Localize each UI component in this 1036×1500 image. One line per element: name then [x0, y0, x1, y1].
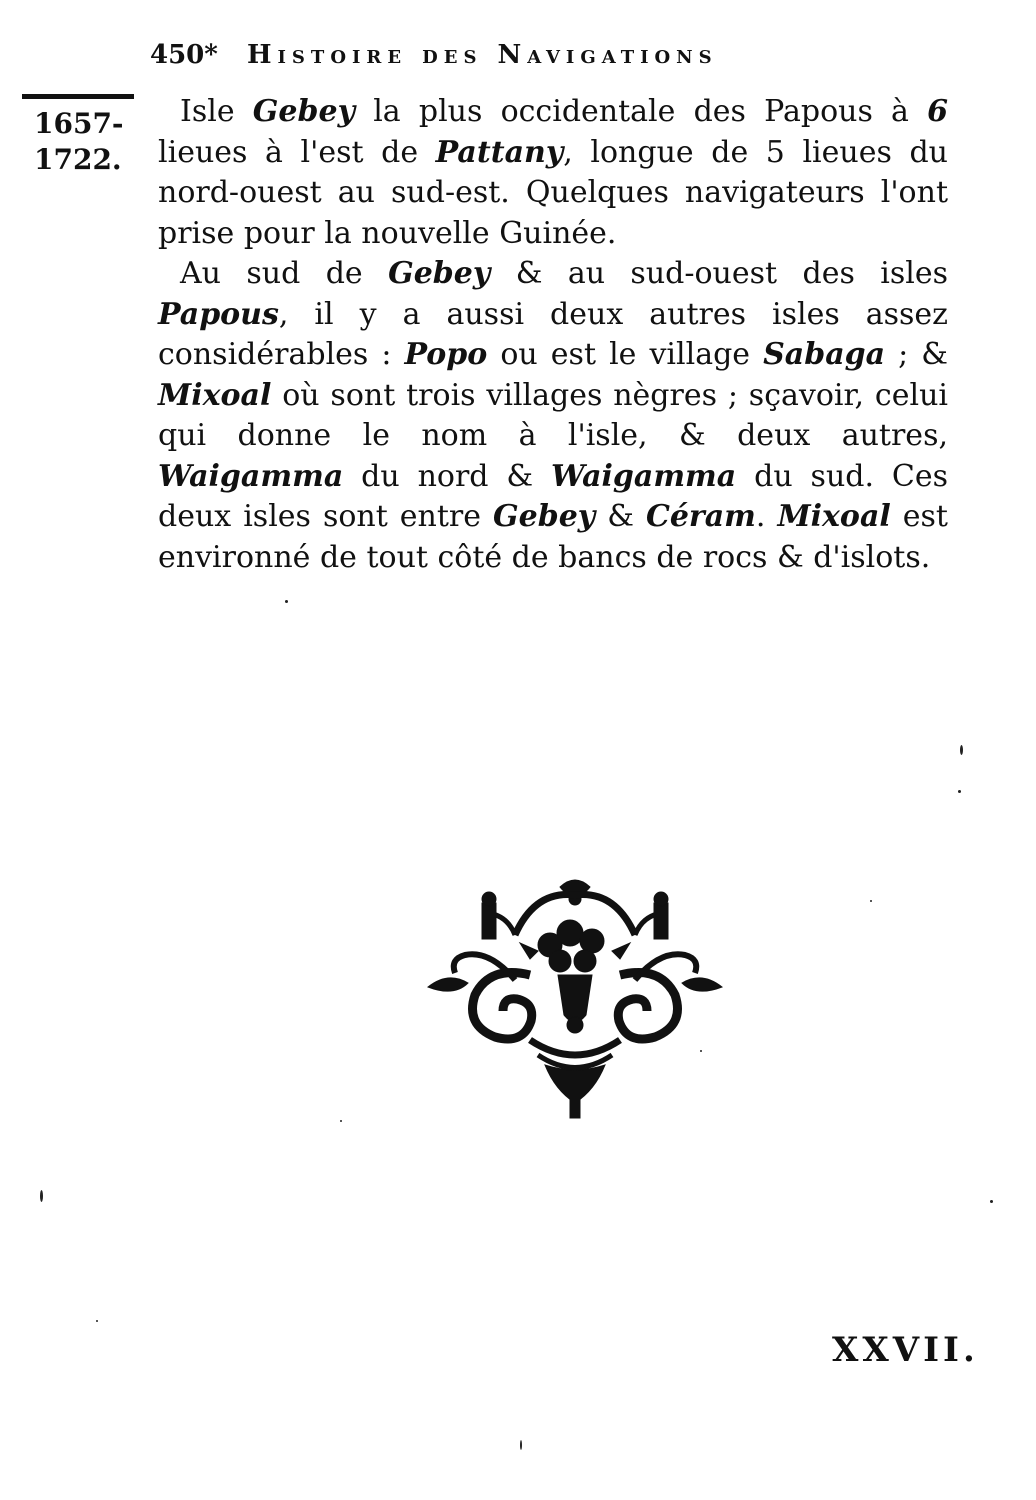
paper-speck	[40, 1190, 43, 1202]
paragraph-1	[158, 92, 948, 254]
paper-speck	[285, 600, 288, 603]
text-run: &	[595, 499, 646, 534]
text-run: lieues à l'est de	[158, 134, 436, 170]
italic-name: Gebey	[493, 499, 596, 534]
paper-speck	[870, 900, 872, 902]
paper-speck	[340, 1120, 342, 1122]
page-number: 450*	[150, 40, 218, 70]
paper-speck	[700, 1050, 702, 1052]
catchword: XXVII.	[832, 1330, 979, 1370]
italic-name: Waigamma	[550, 458, 737, 494]
margin-date-end: 1722.	[34, 143, 122, 176]
paper-speck	[958, 790, 961, 793]
paper-speck	[990, 1200, 993, 1203]
text-run: du sud. Ces deux isles sont entre	[158, 458, 948, 534]
paper-speck	[960, 745, 963, 755]
text-run: Au sud de	[180, 256, 389, 291]
italic-name: Mixoal	[777, 499, 891, 534]
italic-name: Papous	[158, 296, 279, 332]
running-head	[150, 40, 870, 70]
text-run: , il y a aussi deux autres isles assez considérables :	[158, 296, 948, 372]
italic-name: Céram	[645, 499, 756, 534]
italic-name: Mixoal	[158, 377, 272, 413]
text-run: .	[755, 499, 778, 534]
text-run: du nord &	[343, 458, 551, 494]
paper-speck	[520, 1440, 522, 1450]
margin-dates	[34, 106, 134, 178]
text-run: où sont trois villages nègres ; sçavoir, celui qui donne le nom à l'isle, & deux autres,	[158, 377, 948, 453]
italic-name: Waigamma	[158, 458, 344, 494]
italic-name: Gebey	[252, 94, 355, 129]
text-run: est environné de tout côté de bancs de rocs & d'islots.	[158, 499, 948, 575]
body-text	[158, 92, 948, 578]
italic-name: Gebey	[388, 256, 491, 291]
paper-speck	[96, 1320, 98, 1322]
italic-name: Popo	[404, 337, 488, 372]
italic-name: Sabaga	[763, 337, 886, 372]
margin-date-start: 1657-	[34, 107, 124, 140]
floral-vase-ornament-icon	[420, 875, 730, 1120]
italic-name: Pattany	[435, 134, 564, 170]
paragraph-2	[158, 254, 948, 578]
text-run: , longue de 5 lieues du nord-ouest au sud-est. Quelques navigateurs l'ont prise pour la nouvelle Guinée.	[158, 134, 948, 251]
text-run: Isle	[180, 94, 253, 129]
running-title: Histoire des Navigations	[246, 40, 718, 70]
text-run: la plus occidentale des Papous à	[355, 94, 928, 129]
header-rule	[22, 94, 134, 99]
text-run: ; &	[885, 337, 948, 372]
text-run: & au sud-ouest des isles	[490, 256, 948, 291]
text-run: ou est le village	[487, 337, 764, 372]
italic-name: 6	[927, 94, 948, 129]
